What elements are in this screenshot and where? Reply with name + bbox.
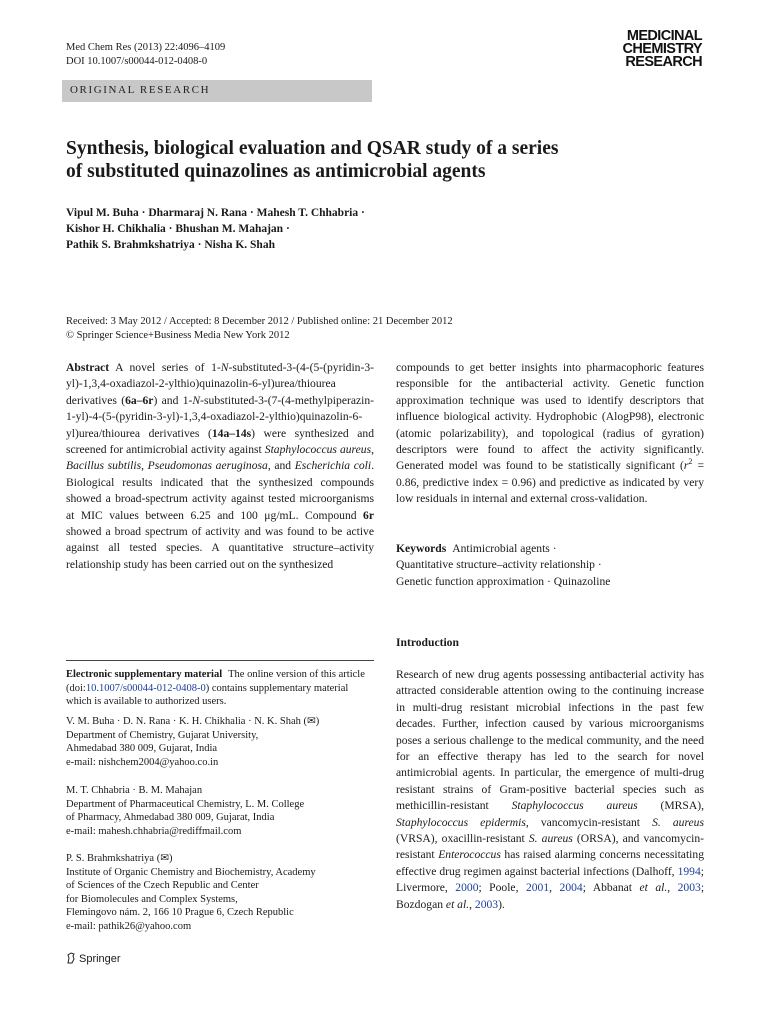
dates-line: Received: 3 May 2012 / Accepted: 8 December 2012 / Published online: 21 December 2012 bbox=[66, 316, 453, 327]
section-banner bbox=[62, 80, 372, 102]
citation-link[interactable]: 2004 bbox=[559, 881, 583, 895]
section-label: ORIGINAL RESEARCH bbox=[70, 84, 211, 96]
affiliation-block bbox=[66, 715, 374, 769]
affiliation-line: for Biomolecules and Complex Systems, bbox=[66, 893, 238, 905]
citation-link[interactable]: 1994 bbox=[677, 864, 701, 878]
affiliation-line: Institute of Organic Chemistry and Biochemistry, Academy bbox=[66, 866, 316, 878]
affiliation-names: P. S. Brahmkshatriya (✉) bbox=[66, 853, 173, 864]
publication-dates bbox=[66, 315, 453, 343]
citation-link[interactable]: 2001 bbox=[525, 881, 550, 895]
citation-link[interactable]: 2000 bbox=[455, 881, 479, 895]
abstract: Abstract A novel series of 1-N-substituted-3-(4-(5-(pyridin-3-yl)-1,3,4-oxadiazol-2-ylthio)quinazolin-6-yl)urea/thiourea derivatives (6a–6r) and 1-N-substituted-3-(7-(4-methylpiperazin-1-yl)-4-(5-(pyridin-3-yl)-1,3,4-oxadiazol-2-ylthio)quinazolin-6-yl)urea/thiourea derivatives (14a–14s) were synthesized and screened for antimicrobial activity against Staphylococcus aureus, Bacillus subtilis, Pseudomonas aeruginosa, and Escherichia coli. Biological results indicated that the synthesized compounds showed a broad-spectrum activity against tested microorganisms at MIC values between 6.25 and 100 μg/mL. Compound 6r showed a broad spectrum of activity and was found to be active against all tested species. A quantitative structure–activity relationship study has been carried out on the synthesized bbox=[66, 361, 375, 571]
journal-logo-line: CHEMISTRY bbox=[622, 41, 702, 57]
affiliation-line: of Pharmacy, Ahmedabad 380 009, Gujarat, India bbox=[66, 812, 275, 823]
title-line: of substituted quinazolines as antimicrobial agents bbox=[66, 161, 486, 182]
footnote-divider bbox=[66, 660, 374, 661]
title-line: Synthesis, biological evaluation and QSAR study of a series bbox=[66, 138, 559, 159]
affiliation-email[interactable]: e-mail: pathik26@yahoo.com bbox=[66, 920, 192, 932]
keywords-label: Keywords bbox=[396, 542, 447, 555]
doi[interactable]: DOI 10.1007/s00044-012-0408-0 bbox=[66, 56, 208, 67]
keyword-line: Antimicrobial agents · bbox=[452, 542, 557, 555]
abstract-label: Abstract bbox=[66, 361, 110, 374]
copyright-line: © Springer Science+Business Media New York 2012 bbox=[66, 330, 290, 341]
publisher-mark bbox=[66, 952, 121, 965]
affiliation-line: Ahmedabad 380 009, Gujarat, India bbox=[66, 743, 218, 754]
affiliation-block bbox=[66, 852, 374, 933]
journal-logo-line: MEDICINAL bbox=[626, 28, 702, 44]
author-line: Kishor H. Chikhalia · Bhushan M. Mahajan · bbox=[66, 223, 290, 235]
keywords bbox=[396, 541, 704, 590]
affiliation-line: Department of Chemistry, Gujarat University, bbox=[66, 729, 259, 741]
affiliation-email[interactable]: e-mail: mahesh.chhabria@rediffmail.com bbox=[66, 825, 242, 837]
article-title bbox=[66, 137, 706, 183]
journal-logo bbox=[623, 30, 702, 69]
citation-link[interactable]: 2003 bbox=[474, 897, 499, 911]
affiliation-names: V. M. Buha · D. N. Rana · K. H. Chikhalia · N. K. Shah (✉) bbox=[66, 716, 320, 727]
esm-label: Electronic supplementary material bbox=[66, 669, 223, 680]
affiliation-names: M. T. Chhabria · B. M. Mahajan bbox=[66, 785, 203, 796]
journal-citation: Med Chem Res (2013) 22:4096–4109 bbox=[66, 42, 226, 53]
affiliation-email[interactable]: e-mail: nishchem2004@yahoo.co.in bbox=[66, 756, 219, 768]
affiliation-block bbox=[66, 784, 374, 838]
affiliation-line: Department of Pharmaceutical Chemistry, L. M. College bbox=[66, 798, 305, 810]
journal-logo-line: RESEARCH bbox=[625, 54, 702, 70]
supplementary-material-note: Electronic supplementary material The online version of this article (doi:10.1007/s00044-012-0408-0) contains supplementary material which is available to authorized users. bbox=[66, 669, 365, 707]
introduction-body: Research of new drug agents possessing antibacterial activity has attracted considerable attention owing to the continuing increase in multi-drug resistant microbial infections in the past few decades. Further, infection caused by various microorganisms poses a serious challenge to the medical community, and the need for an effective therapy has led to the search for novel antimicrobial agents. In particular, the emergence of multi-drug resistant strains of Gram-positive bacterial species such as methicillin-resistant Staphylococcus aureus (MRSA), Staphylococcus epidermis, vancomycin-resistant S. aureus (VRSA), oxacillin-resistant S. aureus (ORSA), and vancomycin-resistant Enterococcus has raised alarming concerns necessitating effective drug regimen against bacterial infections (Dalhoff, 1994; Livermore, 2000; Poole, 2001, 2004; Abbanat et al., 2003; Bozdogan et al., 2003). bbox=[396, 668, 705, 911]
affiliation-line: of Sciences of the Czech Republic and Center bbox=[66, 880, 259, 891]
keyword-line: Quantitative structure–activity relationship · bbox=[396, 558, 602, 572]
affiliation-line: Flemingovo nám. 2, 166 10 Prague 6, Czech Republic bbox=[66, 907, 294, 918]
springer-horse-icon bbox=[66, 952, 76, 964]
author-line: Vipul M. Buha · Dharmaraj N. Rana · Mahesh T. Chhabria · bbox=[66, 207, 365, 219]
publisher-name: Springer bbox=[79, 953, 121, 965]
abstract-continued: compounds to get better insights into pharmacophoric features responsible for the antibacterial activity. Genetic function approximation technique was used to identify descriptors that influence biological activity. Hydrophobic (AlogP98), electronic (atomic polarizability), and topological (radius of gyration) descriptors were found to affect the activity significantly. Generated model was found to be statistically significant ($r^2 = 0.86$, predictive index = 0.96) and predictive as indicated by very low residuals in internal and external cross-validation. bbox=[396, 361, 705, 506]
author-list bbox=[66, 205, 706, 253]
keyword-line: Genetic function approximation · Quinazoline bbox=[396, 574, 611, 588]
introduction-heading: Introduction bbox=[396, 636, 459, 649]
author-line: Pathik S. Brahmkshatriya · Nisha K. Shah bbox=[66, 239, 275, 251]
esm-doi-link[interactable]: 10.1007/s00044-012-0408-0 bbox=[85, 682, 206, 694]
citation-link[interactable]: 2003 bbox=[677, 881, 701, 895]
